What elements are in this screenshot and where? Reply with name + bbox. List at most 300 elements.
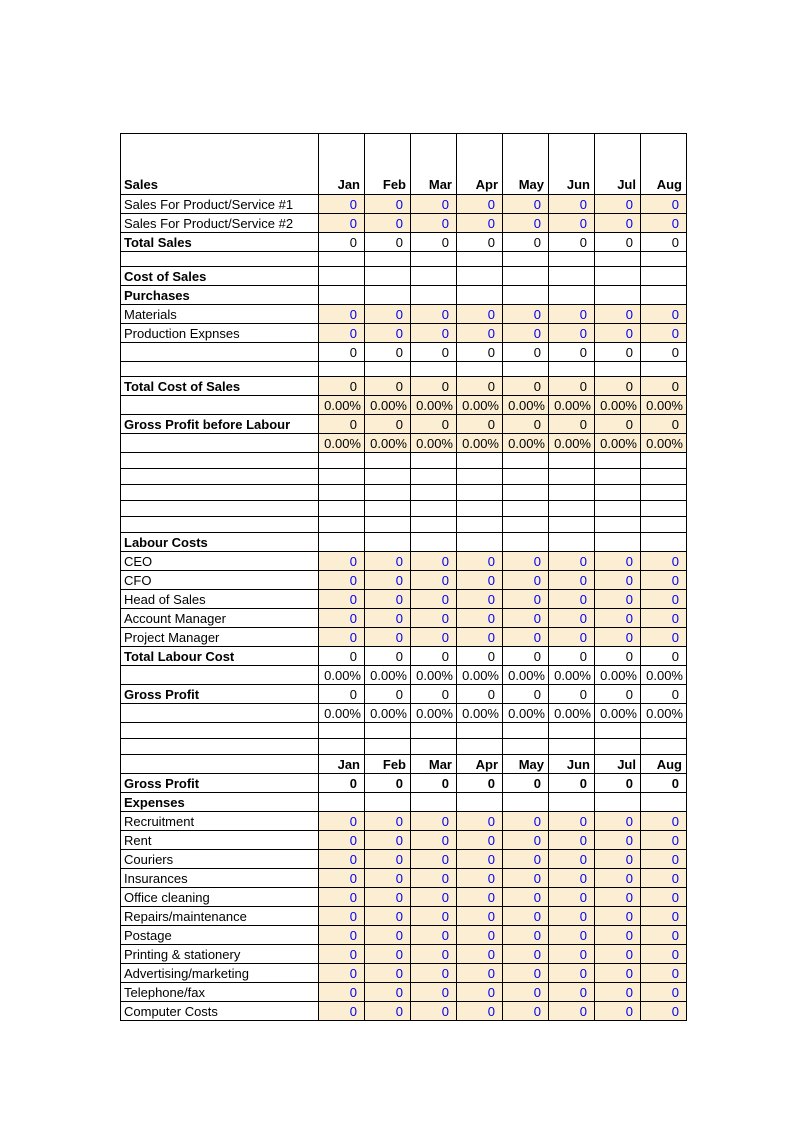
cell-sales-for-product-service-2-feb[interactable]: 0 xyxy=(365,214,411,233)
month-header-jan: Jan xyxy=(319,755,365,774)
row-label-blank xyxy=(121,501,319,517)
cell-blank-feb xyxy=(365,739,411,755)
cell-telephone-fax-apr[interactable]: 0 xyxy=(457,983,503,1002)
cell-recruitment-mar[interactable]: 0 xyxy=(411,812,457,831)
cell-head-of-sales-apr[interactable]: 0 xyxy=(457,590,503,609)
cell-computer-costs-aug[interactable]: 0 xyxy=(641,1002,687,1021)
cell-repairs-maintenance-jul[interactable]: 0 xyxy=(595,907,641,926)
cell-project-manager-apr[interactable]: 0 xyxy=(457,628,503,647)
cell-blank-jun xyxy=(549,723,595,739)
cell-repairs-maintenance-jan[interactable]: 0 xyxy=(319,907,365,926)
cell-production-expnses-feb[interactable]: 0 xyxy=(365,324,411,343)
cell-rent-may[interactable]: 0 xyxy=(503,831,549,850)
cell-rent-feb[interactable]: 0 xyxy=(365,831,411,850)
spreadsheet-body xyxy=(121,134,687,1021)
cell-blank-aug xyxy=(641,453,687,469)
cell-computer-costs-feb[interactable]: 0 xyxy=(365,1002,411,1021)
cell-printing-stationery-jan[interactable]: 0 xyxy=(319,945,365,964)
cell-computer-costs-jul[interactable]: 0 xyxy=(595,1002,641,1021)
cell-advertising-marketing-jan[interactable]: 0 xyxy=(319,964,365,983)
cell-percent-plain-27-jun: 0.00% xyxy=(549,666,595,685)
row-label-blank xyxy=(121,517,319,533)
cell-rent-jul[interactable]: 0 xyxy=(595,831,641,850)
cell-telephone-fax-may[interactable]: 0 xyxy=(503,983,549,1002)
cell-account-manager-may[interactable]: 0 xyxy=(503,609,549,628)
cell-head-of-sales-mar[interactable]: 0 xyxy=(411,590,457,609)
cell-printing-stationery-feb[interactable]: 0 xyxy=(365,945,411,964)
cell-printing-stationery-jun[interactable]: 0 xyxy=(549,945,595,964)
cell-blank-apr xyxy=(457,252,503,267)
cell-repairs-maintenance-feb[interactable]: 0 xyxy=(365,907,411,926)
cell-account-manager-jul[interactable]: 0 xyxy=(595,609,641,628)
month-header-aug: Aug xyxy=(641,134,687,195)
cell-percent-plain-29-mar: 0.00% xyxy=(411,704,457,723)
cell-couriers-may[interactable]: 0 xyxy=(503,850,549,869)
cell-percent-shaded-12-jun: 0.00% xyxy=(549,396,595,415)
cell-project-manager-jan[interactable]: 0 xyxy=(319,628,365,647)
cell-couriers-jan[interactable]: 0 xyxy=(319,850,365,869)
cell-rent-aug[interactable]: 0 xyxy=(641,831,687,850)
cell-recruitment-aug[interactable]: 0 xyxy=(641,812,687,831)
cell-cfo-jan[interactable]: 0 xyxy=(319,571,365,590)
cell-couriers-apr[interactable]: 0 xyxy=(457,850,503,869)
cell-production-expnses-jan[interactable]: 0 xyxy=(319,324,365,343)
row-spacer-10 xyxy=(121,362,687,377)
cell-cfo-jun[interactable]: 0 xyxy=(549,571,595,590)
cell-ceo-apr[interactable]: 0 xyxy=(457,552,503,571)
row-label-total-labour-cost: Total Labour Cost xyxy=(121,647,319,666)
cell-percent-shaded-12-may: 0.00% xyxy=(503,396,549,415)
cell-head-of-sales-jun[interactable]: 0 xyxy=(549,590,595,609)
cell-materials-jul[interactable]: 0 xyxy=(595,305,641,324)
cell-advertising-marketing-apr[interactable]: 0 xyxy=(457,964,503,983)
cell-blank-jan xyxy=(319,517,365,533)
cell-postage-feb[interactable]: 0 xyxy=(365,926,411,945)
cell-total-cost-of-sales-jan: 0 xyxy=(319,377,365,396)
cell-insurances-feb[interactable]: 0 xyxy=(365,869,411,888)
cell-percent-shaded-14-jan: 0.00% xyxy=(319,434,365,453)
cell-office-cleaning-jun[interactable]: 0 xyxy=(549,888,595,907)
cell-rent-mar[interactable]: 0 xyxy=(411,831,457,850)
cell-insurances-may[interactable]: 0 xyxy=(503,869,549,888)
cell-blank-jan xyxy=(319,533,365,552)
cell-sales-for-product-service-1-aug[interactable]: 0 xyxy=(641,195,687,214)
cell-sales-for-product-service-1-may[interactable]: 0 xyxy=(503,195,549,214)
cell-sales-for-product-service-2-aug[interactable]: 0 xyxy=(641,214,687,233)
row-empty-19 xyxy=(121,517,687,533)
cell-account-manager-feb[interactable]: 0 xyxy=(365,609,411,628)
cell-gross-profit-before-labour-jul: 0 xyxy=(595,415,641,434)
cell-cfo-aug[interactable]: 0 xyxy=(641,571,687,590)
cell-postage-apr[interactable]: 0 xyxy=(457,926,503,945)
cell-blank-may xyxy=(503,723,549,739)
cell-sales-for-product-service-2-jun[interactable]: 0 xyxy=(549,214,595,233)
cell-gross-profit-jul: 0 xyxy=(595,774,641,793)
cell-percent-plain-29-jul: 0.00% xyxy=(595,704,641,723)
cell-gross-profit-mar: 0 xyxy=(411,685,457,704)
cell-blank-may xyxy=(503,469,549,485)
cell-sales-for-product-service-1-jun[interactable]: 0 xyxy=(549,195,595,214)
cell-blank-mar xyxy=(411,252,457,267)
cell-total-labour-cost-aug: 0 xyxy=(641,647,687,666)
row-account-manager xyxy=(121,609,687,628)
row-label-computer-costs: Computer Costs xyxy=(121,1002,319,1021)
cell-blank-jul xyxy=(595,533,641,552)
cell-postage-aug[interactable]: 0 xyxy=(641,926,687,945)
cell-production-expnses-apr[interactable]: 0 xyxy=(457,324,503,343)
row-empty-31 xyxy=(121,739,687,755)
cell-total-cost-of-sales-jun: 0 xyxy=(549,377,595,396)
cell-telephone-fax-feb[interactable]: 0 xyxy=(365,983,411,1002)
cell-blank-apr xyxy=(457,485,503,501)
cell-blank-apr xyxy=(457,501,503,517)
cell-blank-may xyxy=(503,453,549,469)
cell-repairs-maintenance-mar[interactable]: 0 xyxy=(411,907,457,926)
row-production-expnses xyxy=(121,324,687,343)
cell-percent-shaded-12-aug: 0.00% xyxy=(641,396,687,415)
cell-cfo-feb[interactable]: 0 xyxy=(365,571,411,590)
cell-percent-plain-27-jul: 0.00% xyxy=(595,666,641,685)
cell-cfo-may[interactable]: 0 xyxy=(503,571,549,590)
cell-project-manager-jul[interactable]: 0 xyxy=(595,628,641,647)
cell-blank-jun xyxy=(549,469,595,485)
cell-blank-mar xyxy=(411,485,457,501)
cell-advertising-marketing-may[interactable]: 0 xyxy=(503,964,549,983)
cell-blank-mar xyxy=(411,267,457,286)
cell-blank-feb xyxy=(365,362,411,377)
cell-office-cleaning-apr[interactable]: 0 xyxy=(457,888,503,907)
row-empty-30 xyxy=(121,723,687,739)
cell-blank-jan xyxy=(319,252,365,267)
cell-account-manager-apr[interactable]: 0 xyxy=(457,609,503,628)
cell-printing-stationery-jul[interactable]: 0 xyxy=(595,945,641,964)
cell-advertising-marketing-mar[interactable]: 0 xyxy=(411,964,457,983)
cell-blank-mar xyxy=(411,362,457,377)
cell-computer-costs-mar[interactable]: 0 xyxy=(411,1002,457,1021)
cell-couriers-aug[interactable]: 0 xyxy=(641,850,687,869)
row-label-gross-profit: Gross Profit xyxy=(121,685,319,704)
cell-insurances-jan[interactable]: 0 xyxy=(319,869,365,888)
row-labour-costs xyxy=(121,533,687,552)
cell-cfo-jul[interactable]: 0 xyxy=(595,571,641,590)
cell-materials-may[interactable]: 0 xyxy=(503,305,549,324)
month-header-mar: Mar xyxy=(411,134,457,195)
cell-office-cleaning-jul[interactable]: 0 xyxy=(595,888,641,907)
cell-sales-for-product-service-2-apr[interactable]: 0 xyxy=(457,214,503,233)
cell-couriers-jul[interactable]: 0 xyxy=(595,850,641,869)
row-empty-16 xyxy=(121,469,687,485)
cell-telephone-fax-mar[interactable]: 0 xyxy=(411,983,457,1002)
cell-plainvals-9-jan: 0 xyxy=(319,343,365,362)
row-total-cost-of-sales xyxy=(121,377,687,396)
row-label-cost-of-sales: Cost of Sales xyxy=(121,267,319,286)
cell-ceo-jan[interactable]: 0 xyxy=(319,552,365,571)
row-empty-15 xyxy=(121,453,687,469)
cell-printing-stationery-aug[interactable]: 0 xyxy=(641,945,687,964)
cell-blank-jul xyxy=(595,286,641,305)
cell-blank-aug xyxy=(641,517,687,533)
row-couriers xyxy=(121,850,687,869)
cell-telephone-fax-aug[interactable]: 0 xyxy=(641,983,687,1002)
row-label-materials: Materials xyxy=(121,305,319,324)
cell-total-sales-apr: 0 xyxy=(457,233,503,252)
row-total-labour-cost xyxy=(121,647,687,666)
cell-computer-costs-may[interactable]: 0 xyxy=(503,1002,549,1021)
cell-production-expnses-jun[interactable]: 0 xyxy=(549,324,595,343)
cell-percent-plain-29-jun: 0.00% xyxy=(549,704,595,723)
cell-project-manager-feb[interactable]: 0 xyxy=(365,628,411,647)
cell-account-manager-jun[interactable]: 0 xyxy=(549,609,595,628)
cell-blank-jul xyxy=(595,793,641,812)
cell-insurances-apr[interactable]: 0 xyxy=(457,869,503,888)
cell-total-sales-aug: 0 xyxy=(641,233,687,252)
cell-materials-jan[interactable]: 0 xyxy=(319,305,365,324)
cell-postage-jun[interactable]: 0 xyxy=(549,926,595,945)
cell-blank-jun xyxy=(549,252,595,267)
cell-recruitment-jan[interactable]: 0 xyxy=(319,812,365,831)
cell-blank-feb xyxy=(365,252,411,267)
cell-project-manager-aug[interactable]: 0 xyxy=(641,628,687,647)
cell-recruitment-apr[interactable]: 0 xyxy=(457,812,503,831)
cell-materials-aug[interactable]: 0 xyxy=(641,305,687,324)
cell-recruitment-jul[interactable]: 0 xyxy=(595,812,641,831)
cell-percent-shaded-14-may: 0.00% xyxy=(503,434,549,453)
cell-gross-profit-may: 0 xyxy=(503,774,549,793)
cell-printing-stationery-may[interactable]: 0 xyxy=(503,945,549,964)
cell-plainvals-9-jun: 0 xyxy=(549,343,595,362)
cell-gross-profit-jul: 0 xyxy=(595,685,641,704)
cell-head-of-sales-may[interactable]: 0 xyxy=(503,590,549,609)
cell-blank-feb xyxy=(365,793,411,812)
cell-blank-jun xyxy=(549,739,595,755)
cell-couriers-jun[interactable]: 0 xyxy=(549,850,595,869)
cell-blank-may xyxy=(503,517,549,533)
row-label-telephone-fax: Telephone/fax xyxy=(121,983,319,1002)
cell-sales-for-product-service-1-mar[interactable]: 0 xyxy=(411,195,457,214)
row-office-cleaning xyxy=(121,888,687,907)
cell-sales-for-product-service-2-jul[interactable]: 0 xyxy=(595,214,641,233)
row-cfo xyxy=(121,571,687,590)
cell-recruitment-feb[interactable]: 0 xyxy=(365,812,411,831)
cell-telephone-fax-jul[interactable]: 0 xyxy=(595,983,641,1002)
cell-sales-for-product-service-2-may[interactable]: 0 xyxy=(503,214,549,233)
cell-telephone-fax-jun[interactable]: 0 xyxy=(549,983,595,1002)
cell-cfo-apr[interactable]: 0 xyxy=(457,571,503,590)
row-advertising-marketing xyxy=(121,964,687,983)
cell-project-manager-mar[interactable]: 0 xyxy=(411,628,457,647)
cell-blank-feb xyxy=(365,267,411,286)
row-plainvals-9 xyxy=(121,343,687,362)
cell-computer-costs-jan[interactable]: 0 xyxy=(319,1002,365,1021)
cell-postage-jul[interactable]: 0 xyxy=(595,926,641,945)
cell-insurances-jul[interactable]: 0 xyxy=(595,869,641,888)
cell-percent-plain-27-may: 0.00% xyxy=(503,666,549,685)
cell-office-cleaning-may[interactable]: 0 xyxy=(503,888,549,907)
row-label-project-manager: Project Manager xyxy=(121,628,319,647)
cell-repairs-maintenance-aug[interactable]: 0 xyxy=(641,907,687,926)
cell-gross-profit-mar: 0 xyxy=(411,774,457,793)
cell-recruitment-jun[interactable]: 0 xyxy=(549,812,595,831)
row-label-ceo: CEO xyxy=(121,552,319,571)
month-header-jul: Jul xyxy=(595,755,641,774)
cell-blank-feb xyxy=(365,501,411,517)
cell-sales-for-product-service-1-jul[interactable]: 0 xyxy=(595,195,641,214)
cell-plainvals-9-jul: 0 xyxy=(595,343,641,362)
cell-rent-jun[interactable]: 0 xyxy=(549,831,595,850)
cell-ceo-jul[interactable]: 0 xyxy=(595,552,641,571)
row-label-blank xyxy=(121,704,319,723)
cell-insurances-mar[interactable]: 0 xyxy=(411,869,457,888)
cell-printing-stationery-apr[interactable]: 0 xyxy=(457,945,503,964)
cell-blank-may xyxy=(503,252,549,267)
cell-total-sales-feb: 0 xyxy=(365,233,411,252)
cell-materials-feb[interactable]: 0 xyxy=(365,305,411,324)
row-label-blank xyxy=(121,739,319,755)
cell-production-expnses-may[interactable]: 0 xyxy=(503,324,549,343)
cell-account-manager-mar[interactable]: 0 xyxy=(411,609,457,628)
cell-materials-jun[interactable]: 0 xyxy=(549,305,595,324)
row-label-head-of-sales: Head of Sales xyxy=(121,590,319,609)
cell-gross-profit-before-labour-may: 0 xyxy=(503,415,549,434)
cell-blank-mar xyxy=(411,517,457,533)
row-label-gross-profit-before-labour: Gross Profit before Labour xyxy=(121,415,319,434)
row-label-blank xyxy=(121,755,319,774)
cell-head-of-sales-jan[interactable]: 0 xyxy=(319,590,365,609)
cell-head-of-sales-aug[interactable]: 0 xyxy=(641,590,687,609)
cell-blank-feb xyxy=(365,286,411,305)
cell-office-cleaning-aug[interactable]: 0 xyxy=(641,888,687,907)
cell-total-cost-of-sales-mar: 0 xyxy=(411,377,457,396)
cell-gross-profit-feb: 0 xyxy=(365,774,411,793)
cell-project-manager-jun[interactable]: 0 xyxy=(549,628,595,647)
cell-insurances-aug[interactable]: 0 xyxy=(641,869,687,888)
row-gross-profit-before-labour xyxy=(121,415,687,434)
cell-percent-plain-27-feb: 0.00% xyxy=(365,666,411,685)
cell-percent-shaded-12-jan: 0.00% xyxy=(319,396,365,415)
cell-printing-stationery-mar[interactable]: 0 xyxy=(411,945,457,964)
cell-production-expnses-jul[interactable]: 0 xyxy=(595,324,641,343)
row-label-blank xyxy=(121,453,319,469)
cell-sales-for-product-service-2-mar[interactable]: 0 xyxy=(411,214,457,233)
cell-total-cost-of-sales-may: 0 xyxy=(503,377,549,396)
cell-couriers-mar[interactable]: 0 xyxy=(411,850,457,869)
row-label-blank xyxy=(121,252,319,267)
cell-ceo-mar[interactable]: 0 xyxy=(411,552,457,571)
cell-blank-aug xyxy=(641,362,687,377)
cell-advertising-marketing-jun[interactable]: 0 xyxy=(549,964,595,983)
row-computer-costs xyxy=(121,1002,687,1021)
cell-total-sales-jun: 0 xyxy=(549,233,595,252)
cell-production-expnses-mar[interactable]: 0 xyxy=(411,324,457,343)
cell-sales-for-product-service-1-apr[interactable]: 0 xyxy=(457,195,503,214)
cell-blank-feb xyxy=(365,469,411,485)
cell-blank-feb xyxy=(365,453,411,469)
cell-postage-may[interactable]: 0 xyxy=(503,926,549,945)
cell-ceo-may[interactable]: 0 xyxy=(503,552,549,571)
cell-postage-jan[interactable]: 0 xyxy=(319,926,365,945)
cell-office-cleaning-mar[interactable]: 0 xyxy=(411,888,457,907)
cell-percent-plain-29-jan: 0.00% xyxy=(319,704,365,723)
cell-materials-mar[interactable]: 0 xyxy=(411,305,457,324)
cell-computer-costs-apr[interactable]: 0 xyxy=(457,1002,503,1021)
cell-postage-mar[interactable]: 0 xyxy=(411,926,457,945)
cell-rent-jan[interactable]: 0 xyxy=(319,831,365,850)
row-expenses xyxy=(121,793,687,812)
cell-total-sales-may: 0 xyxy=(503,233,549,252)
cell-account-manager-jan[interactable]: 0 xyxy=(319,609,365,628)
row-label-postage: Postage xyxy=(121,926,319,945)
row-label-sales-for-product-service-1: Sales For Product/Service #1 xyxy=(121,195,319,214)
cell-head-of-sales-feb[interactable]: 0 xyxy=(365,590,411,609)
cell-repairs-maintenance-apr[interactable]: 0 xyxy=(457,907,503,926)
cell-blank-jan xyxy=(319,793,365,812)
cell-ceo-jun[interactable]: 0 xyxy=(549,552,595,571)
cell-couriers-feb[interactable]: 0 xyxy=(365,850,411,869)
cell-materials-apr[interactable]: 0 xyxy=(457,305,503,324)
row-label-recruitment: Recruitment xyxy=(121,812,319,831)
cell-blank-jun xyxy=(549,362,595,377)
cell-insurances-jun[interactable]: 0 xyxy=(549,869,595,888)
cell-blank-feb xyxy=(365,533,411,552)
cell-gross-profit-aug: 0 xyxy=(641,774,687,793)
cell-blank-may xyxy=(503,793,549,812)
cell-advertising-marketing-feb[interactable]: 0 xyxy=(365,964,411,983)
cell-total-sales-jan: 0 xyxy=(319,233,365,252)
cell-sales-for-product-service-1-feb[interactable]: 0 xyxy=(365,195,411,214)
cell-sales-for-product-service-2-jan[interactable]: 0 xyxy=(319,214,365,233)
cell-cfo-mar[interactable]: 0 xyxy=(411,571,457,590)
row-label-expenses: Expenses xyxy=(121,793,319,812)
cell-office-cleaning-jan[interactable]: 0 xyxy=(319,888,365,907)
cell-percent-plain-29-may: 0.00% xyxy=(503,704,549,723)
row-recruitment xyxy=(121,812,687,831)
cell-telephone-fax-jan[interactable]: 0 xyxy=(319,983,365,1002)
cell-gross-profit-before-labour-jan: 0 xyxy=(319,415,365,434)
cell-blank-jul xyxy=(595,362,641,377)
cell-ceo-feb[interactable]: 0 xyxy=(365,552,411,571)
cell-plainvals-9-apr: 0 xyxy=(457,343,503,362)
cell-blank-may xyxy=(503,286,549,305)
cell-account-manager-aug[interactable]: 0 xyxy=(641,609,687,628)
cell-computer-costs-jun[interactable]: 0 xyxy=(549,1002,595,1021)
cell-advertising-marketing-jul[interactable]: 0 xyxy=(595,964,641,983)
cell-recruitment-may[interactable]: 0 xyxy=(503,812,549,831)
row-cost-of-sales xyxy=(121,267,687,286)
cell-ceo-aug[interactable]: 0 xyxy=(641,552,687,571)
cell-blank-jan xyxy=(319,501,365,517)
cell-project-manager-may[interactable]: 0 xyxy=(503,628,549,647)
cell-sales-for-product-service-1-jan[interactable]: 0 xyxy=(319,195,365,214)
row-gross-profit xyxy=(121,774,687,793)
month-header-jan: Jan xyxy=(319,134,365,195)
cell-blank-jul xyxy=(595,267,641,286)
cell-advertising-marketing-aug[interactable]: 0 xyxy=(641,964,687,983)
cell-repairs-maintenance-jun[interactable]: 0 xyxy=(549,907,595,926)
cell-rent-apr[interactable]: 0 xyxy=(457,831,503,850)
row-label-blank xyxy=(121,343,319,362)
cell-repairs-maintenance-may[interactable]: 0 xyxy=(503,907,549,926)
cell-head-of-sales-jul[interactable]: 0 xyxy=(595,590,641,609)
cell-blank-mar xyxy=(411,286,457,305)
cell-office-cleaning-feb[interactable]: 0 xyxy=(365,888,411,907)
cell-plainvals-9-may: 0 xyxy=(503,343,549,362)
cell-blank-jul xyxy=(595,739,641,755)
row-label-couriers: Couriers xyxy=(121,850,319,869)
row-label-total-sales: Total Sales xyxy=(121,233,319,252)
row-percent-shaded-12 xyxy=(121,396,687,415)
cell-blank-aug xyxy=(641,723,687,739)
cell-production-expnses-aug[interactable]: 0 xyxy=(641,324,687,343)
